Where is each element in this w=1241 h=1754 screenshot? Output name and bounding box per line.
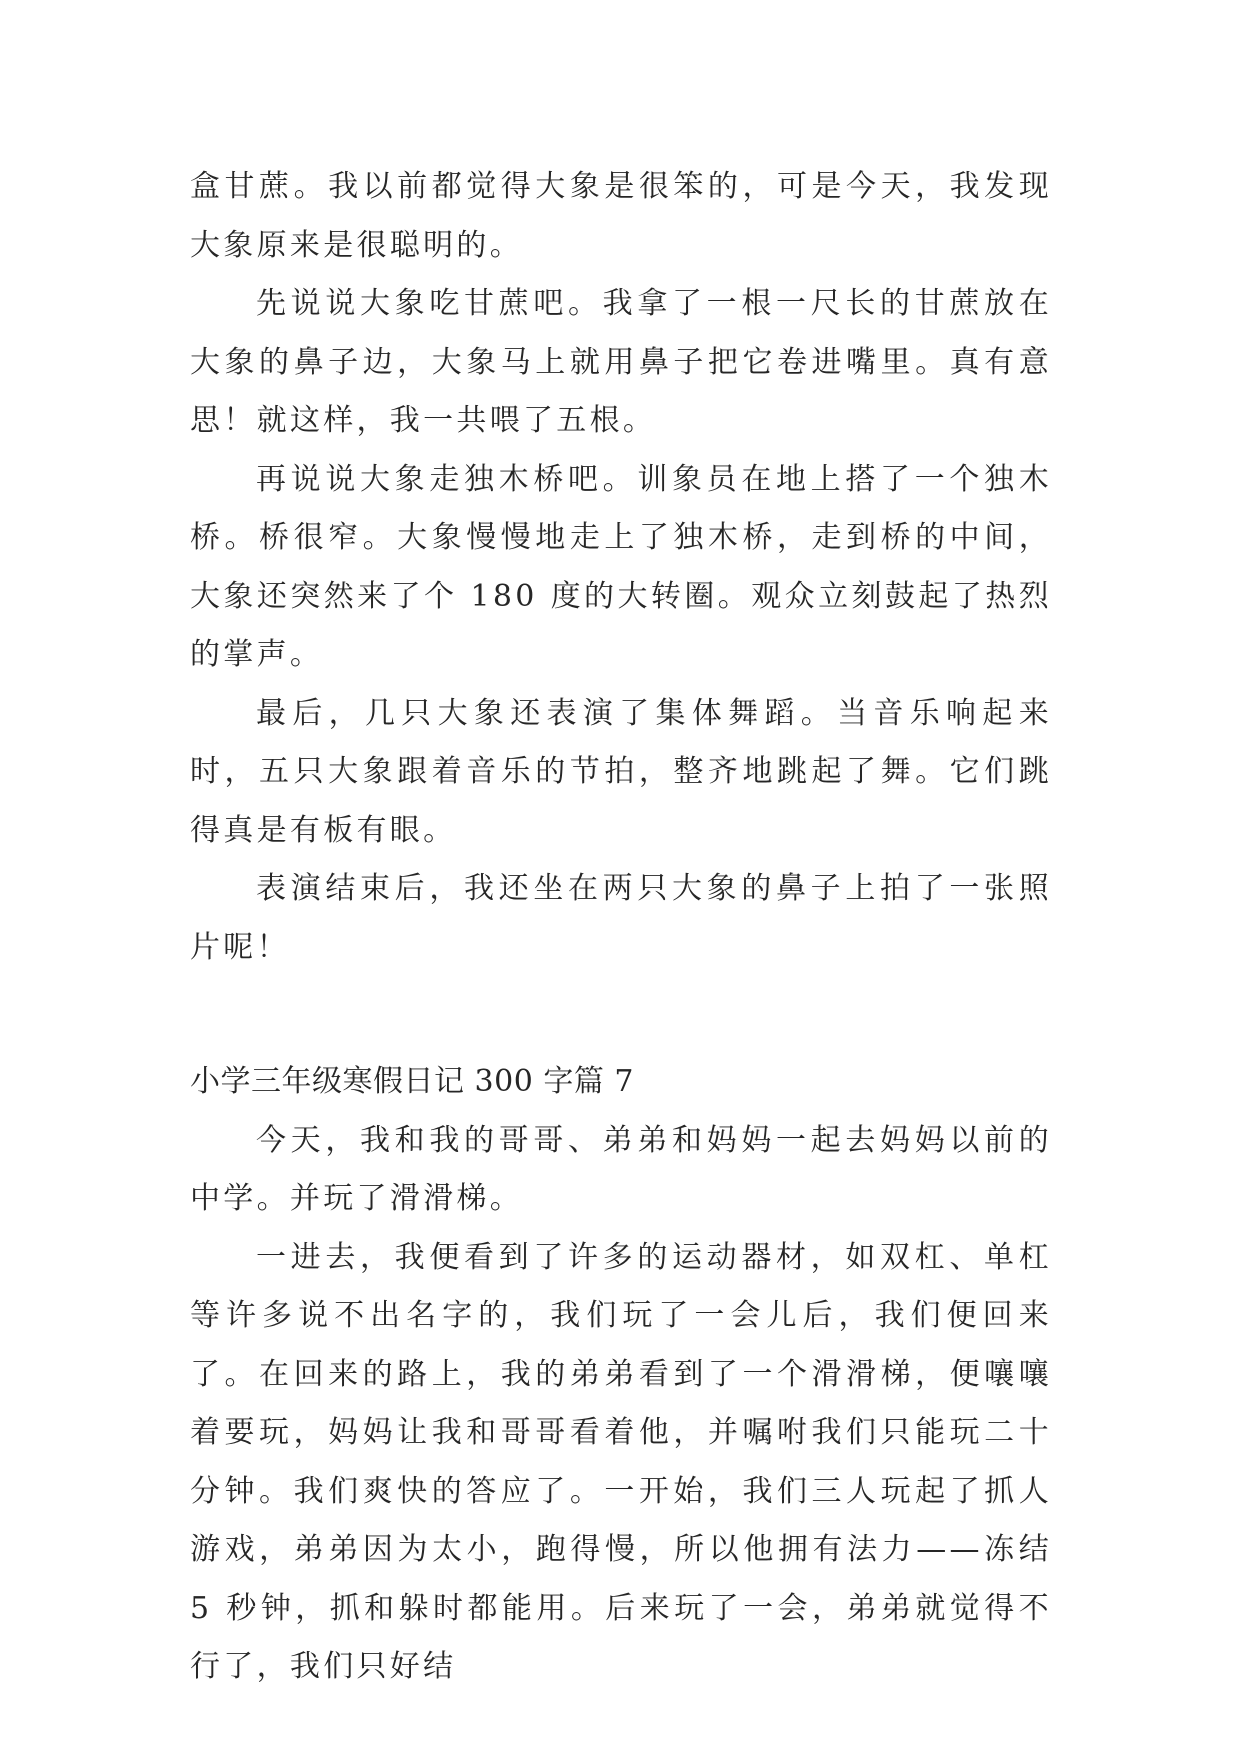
paragraph: 一进去，我便看到了许多的运动器材，如双杠、单杠等许多说不出名字的，我们玩了一会儿后，我们便回来了。在回来的路上，我的弟弟看到了一个滑滑梯，便嚷嚷着要玩，妈妈让我和哥哥看着他，并嘱咐我们只能玩二十分钟。我们爽快的答应了。一开始，我们三人玩起了抓人游戏，弟弟因为太小，跑得慢，所以他拥有法力——冻结 5 秒钟，抓和躲时都能用。后来玩了一会，弟弟就觉得不行了，我们只好结 [190,1239,1052,1684]
section-title: 小学三年级寒假日记 300 字篇 7 [190,1064,634,1099]
document-body [190,158,1052,1697]
paragraph: 先说说大象吃甘蔗吧。我拿了一根一尺长的甘蔗放在大象的鼻子边，大象马上就用鼻子把它卷进嘴里。真有意思！就这样，我一共喂了五根。 [190,286,1052,438]
paragraph: 最后，几只大象还表演了集体舞蹈。当音乐响起来时，五只大象跟着音乐的节拍，整齐地跳起了舞。它们跳得真是有板有眼。 [190,695,1052,848]
paragraph: 盒甘蔗。我以前都觉得大象是很笨的，可是今天，我发现大象原来是很聪明的。 [190,169,1052,263]
paragraph: 表演结束后，我还坐在两只大象的鼻子上拍了一张照片呢！ [190,871,1052,965]
paragraph: 今天，我和我的哥哥、弟弟和妈妈一起去妈妈以前的中学。并玩了滑滑梯。 [190,1122,1052,1216]
paragraph: 再说说大象走独木桥吧。训象员在地上搭了一个独木桥。桥很窄。大象慢慢地走上了独木桥，走到桥的中间，大象还突然来了个 180 度的大转圈。观众立刻鼓起了热烈的掌声。 [190,461,1052,672]
